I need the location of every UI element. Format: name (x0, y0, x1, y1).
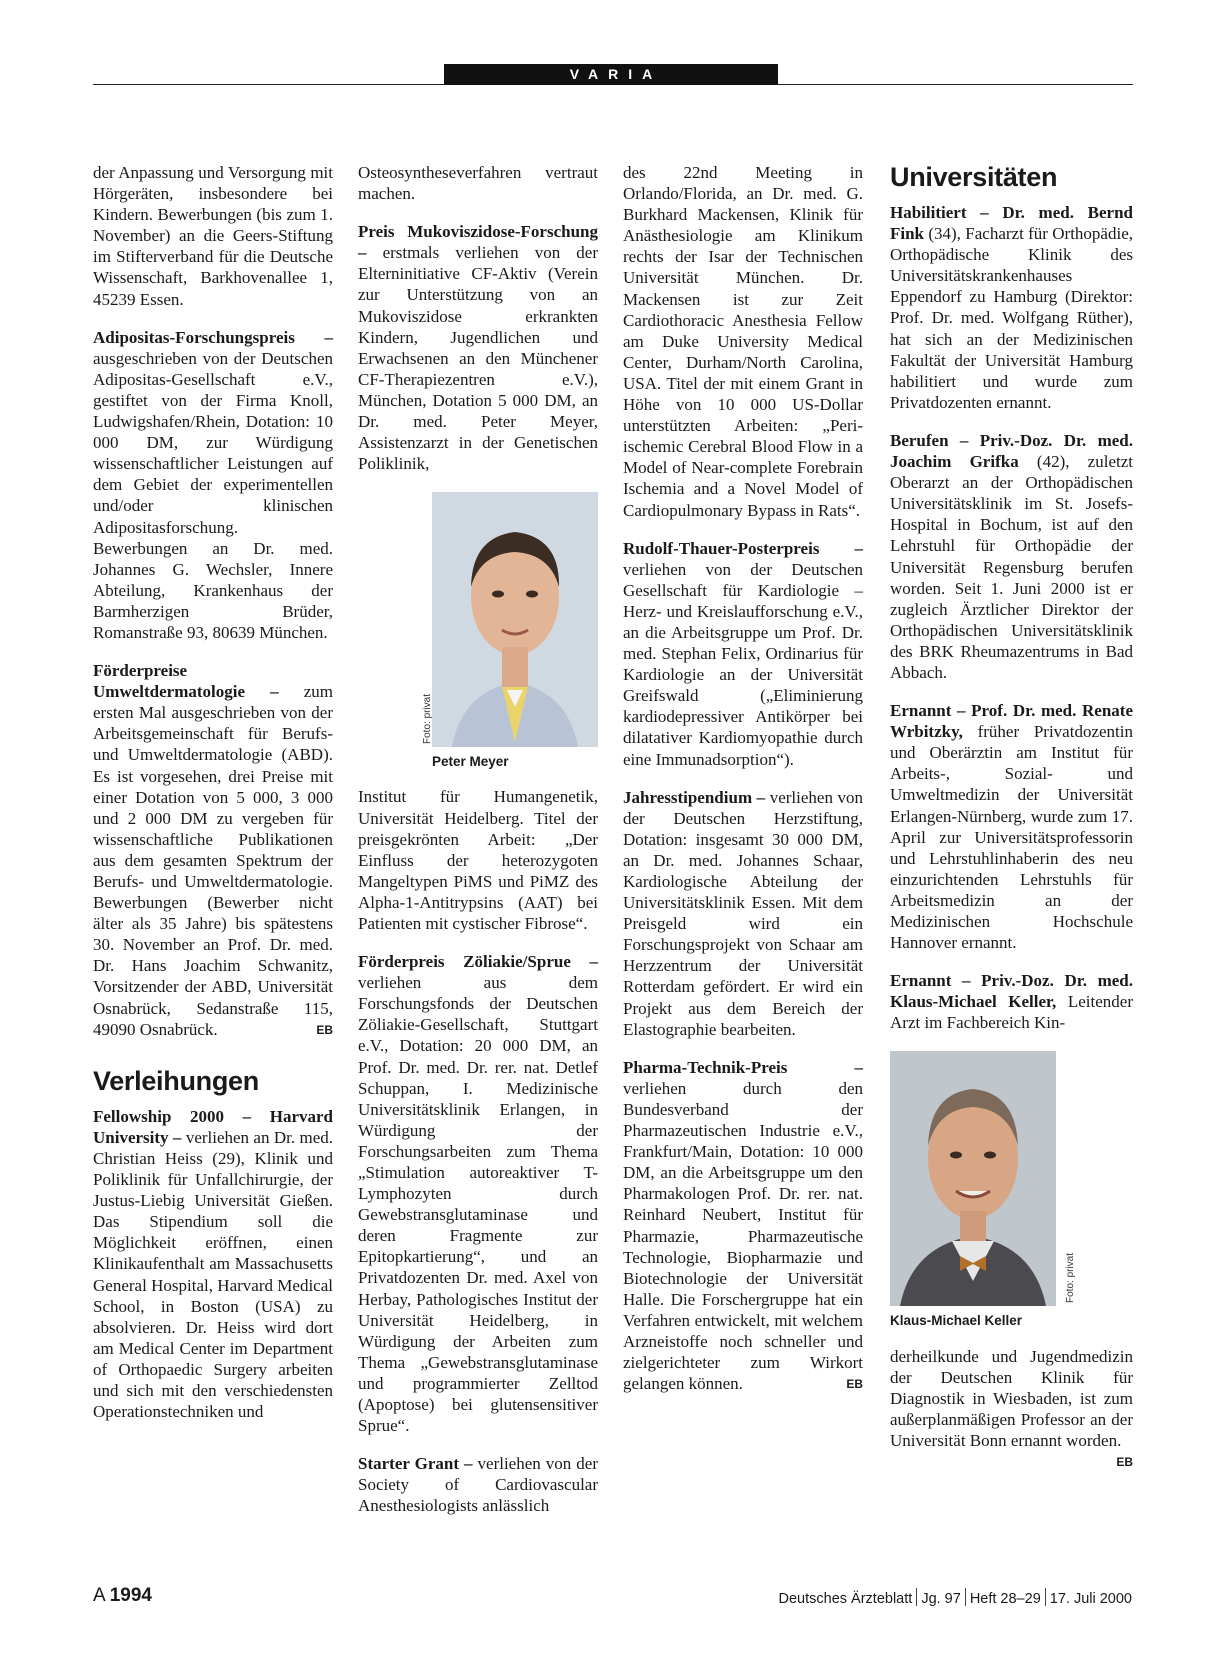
paragraph-lead: Pharma-Technik-Preis – (623, 1057, 863, 1077)
section-label: VARIA (444, 64, 778, 85)
paragraph-lead: Förderpreis Zöliakie/Sprue – (358, 952, 598, 972)
journal-issue: Heft 28–29 (969, 1591, 1041, 1607)
paragraph: der Anpassung und Versorgung mit Hörgeräten, insbesondere bei Kindern. Bewerbungen (bis zum 1. November) an die Geers-Stiftung im Stifterverband für die Deutsche Wissenschaft, Barkhovenallee 1, 45239 Essen. (93, 163, 333, 309)
photo-caption: Klaus-Michael Keller (890, 1313, 1023, 1329)
portrait-photo (890, 1051, 1056, 1306)
page-number: A 1994 (93, 1585, 152, 1606)
paragraph-lead: Jahresstipendium – (623, 787, 766, 807)
journal-citation (779, 1588, 1132, 1607)
paragraph-lead: Rudolf-Thauer-Posterpreis – (623, 538, 863, 558)
photo-klaus-michael-keller (890, 1051, 1076, 1331)
paragraph-lead: Starter Grant – (358, 1454, 473, 1474)
photo-caption: Peter Meyer (432, 754, 509, 770)
paragraph: Berufen – Priv.-Doz. Dr. med. Joachim Grifka (42), zuletzt Oberarzt an der Orthopädischen Universitätsklinik im St. Josefs-Hospital in Bochum, ist auf den Lehrstuhl für Orthopädie der Universität Regensburg berufen worden. Seit 1. Juni 2000 ist er zugleich Ärztlicher Direktor der Orthopädischen Universitätsklinik des BRK Rheumazentrums in Bad Abbach. (890, 430, 1133, 682)
paragraph: Rudolf-Thauer-Posterpreis – verliehen von der Deutschen Gesellschaft für Kardiologie – Herz- und Kreislaufforschung e.V., an die Arbeitsgruppe um Prof. Dr. med. Stephan Felix, Ordinarius für Kardiologie an der Universität Greifswald („Eliminierung kardiodepressiver Antikörper bei dilatativer Kardiomyopathie durch eine Immunadsorption“). (623, 538, 863, 769)
paragraph: Habilitiert – Dr. med. Bernd Fink (34), Facharzt für Orthopädie, Orthopädische Klinik des Universitätskrankenhauses Eppendorf zu Hamburg (Direktor: Prof. Dr. med. Wolfgang Rüther), hat sich an der Medizinischen Fakultät der Universität Hamburg habilitiert und wurde zum Privatdozenten ernannt. (890, 203, 1133, 412)
paragraph-lead: Ernannt – Prof. Dr. med. Renate Wrbitzky, (890, 701, 1133, 742)
photo-credit: Foto: privat (422, 694, 433, 745)
column-4 (890, 162, 1133, 1469)
paragraph: Fellowship 2000 – Harvard University – verliehen an Dr. med. Christian Heiss (29), Klinik und Poliklinik für Unfallchirurgie, der Justus-Liebig Universität Gießen. Das Stipendium soll die Möglichkeit eröffnen, einen Klinikaufenthalt am Massachusetts General Hospital, Harvard Medical School, in Boston (USA) zu absolvieren. Dr. Heiss wird dort am Medical Center im Department of Orthopaedic Surgery arbeiten und sich mit den verschiedensten Operationstechniken und (93, 1106, 334, 1422)
journal-date: 17. Juli 2000 (1049, 1591, 1132, 1607)
paragraph: Institut für Humangenetik, Universität Heidelberg. Titel der preisgekrönten Arbeit: „Der Einfluss der heterozygoten Mangeltypen PiMS und PiMZ des Alpha-1-Antitrypsins (AAT) bei Patienten mit cystischer Fibrose“. (358, 787, 598, 933)
journal-volume: Jg. 97 (921, 1591, 961, 1607)
paragraph-lead: Habilitiert – Dr. med. Bernd Fink (890, 203, 1133, 244)
paragraph: Preis Mukoviszidose-Forschung – erstmals verliehen von der Elterninitiative CF-Aktiv (Verein zur Unterstützung von an Mukoviszidose erkrankten Kindern, Jugendlichen und Erwachsenen an den Münchener CF-Therapiezentren e.V.), München, Dotation 5 000 DM, an Dr. med. Peter Meyer, Assistenzarzt in der Genetischen Poliklinik, (358, 222, 598, 474)
paragraph: Förderpreis Zöliakie/Sprue – verliehen aus dem Forschungsfonds der Deutschen Zöliakie-Gesellschaft, Stuttgart e.V., Dotation: 20 000 DM, an Prof. Dr. med. Dr. rer. nat. Detlef Schuppan, I. Medizinische Universitätsklinik Erlangen, in Würdigung der Forschungsarbeiten zum Thema „Stimulation autoreaktiver T-Lymphozyten durch Gewebstransglutaminase und deren Fragmente zur Epitopkartierung“, und an Privatdozenten Dr. med. Axel von Herbay, Pathologisches Institut der Universität Heidelberg, in Würdigung der Arbeiten zum Thema „Gewebstransglutaminase und programmierter Zelltod (Apoptose) bei glutensensitiver Sprue“. (358, 952, 598, 1436)
column-1 (93, 162, 333, 1439)
paragraph: Starter Grant – verliehen von der Society of Cardiovascular Anesthesiologists anlässlich (358, 1454, 598, 1516)
paragraph-lead: Adipositas-Forschungspreis – (93, 327, 333, 347)
author-initials: EB (1116, 1455, 1133, 1470)
paragraph: Ernannt – Priv.-Doz. Dr. med. Klaus-Michael Keller, Leitender Arzt im Fachbereich Kin- (890, 971, 1133, 1033)
paragraph: Osteosyntheseverfahren vertraut machen. (358, 163, 598, 204)
paragraph-lead: Preis Mukoviszidose-Forschung – (358, 222, 598, 263)
paragraph: Jahresstipendium – verliehen von der Deutschen Herzstiftung, Dotation: insgesamt 30 000 DM, an Dr. med. Johannes Schaar, Kardiologische Abteilung der Universitätsklinik Essen. Mit dem Preisgeld wird ein Forschungsprojekt von Schaar am Herzzentrum der Universität Rotterdam gefördert. Er wird ein Projekt aus dem Bereich der Elastographie bearbeiten. (623, 787, 863, 1039)
paragraph: Ernannt – Prof. Dr. med. Renate Wrbitzky, früher Privatdozentin und Oberärztin am Institut für Arbeits-, Sozial- und Umweltmedizin der Universität Erlangen-Nürnberg, wurde zum 17. April zur Universitätsprofessorin und Lehrstuhlinhaberin des neu einzurichtenden Lehrstuhls für Arbeitsmedizin an der Medizinischen Hochschule Hannover ernannt. (890, 701, 1133, 953)
author-initials: EB (316, 1022, 333, 1037)
paragraph: Adipositas-Forschungspreis – ausgeschrieben von der Deutschen Adipositas-Gesellschaft e.V., gestiftet von der Firma Knoll, Ludwigshafen/Rhein, Dotation: 10 000 DM, zur Würdigung wissenschaftlicher Leistungen auf dem Gebiet der experimentellen und/oder klinischen Adipositasforschung. Bewerbungen an Dr. med. Johannes G. Wechsler, Innere Abteilung, Krankenhaus der Barmherzigen Brüder, Romanstraße 93, 80639 München. (93, 327, 333, 642)
paragraph-lead: Berufen – Priv.-Doz. Dr. med. Joachim Grifka (890, 430, 1133, 472)
journal-name: Deutsches Ärzteblatt (778, 1591, 913, 1607)
paragraph-lead: Ernannt – Priv.-Doz. Dr. med. Klaus-Michael Keller, (890, 971, 1133, 1012)
paragraph-lead: Förderpreise Umweltdermatologie – (93, 661, 279, 702)
paragraph: Pharma-Technik-Preis – verliehen durch den Bundesverband der Pharmazeutischen Industrie e.V., Frankfurt/Main, Dotation: 10 000 DM, an die Arbeitsgruppe um den Pharmakologen Prof. Dr. rer. nat. Reinhard Neubert, Institut für Pharmazie, Pharmazeutische Technologie, Biopharmazie und Biotechnologie der Universität Halle. Die Forschergruppe hat ein Verfahren entwickelt, mit welchem Arzneistoffe noch schneller und zielgerichteter zum Wirkort gelangen können. EB (623, 1057, 863, 1394)
section-heading: Universitäten (890, 162, 1058, 192)
column-3 (623, 162, 863, 1394)
column-2 (358, 162, 598, 1534)
photo-credit: Foto: privat (1065, 1253, 1076, 1304)
paragraph: des 22nd Meeting in Orlando/Florida, an Dr. med. G. Burkhard Mackensen, Klinik für Anästhesiologie am Klinikum rechts der Isar der Technischen Universität München. Dr. Mackensen ist zur Zeit Cardiothoracic Anesthesia Fellow am Duke University Medical Center, Durham/North Carolina, USA. Titel der mit einem Grant in Höhe von 10 000 US-Dollar unterstützten Arbeiten: „Peri-ischemic Cerebral Blood Flow in a Model of Near-complete Forebrain Ischemia and a Novel Model of Cardiopulmonary Bypass in Rats“. (623, 163, 863, 520)
photo-peter-meyer (422, 492, 598, 772)
paragraph: derheilkunde und Jugendmedizin der Deutschen Klinik für Diagnostik in Wiesbaden, ist zum außerplanmäßigen Professor an der Universität Bonn ernannt worden. EB (890, 1346, 1133, 1470)
paragraph-lead: Fellowship 2000 – Harvard University – (93, 1106, 333, 1147)
paragraph: Förderpreise Umweltdermatologie – zum ersten Mal ausgeschrieben von der Arbeitsgemeinschaft für Berufs- und Umweltdermatologie (ABD). Es ist vorgesehen, drei Preise mit einer Dotation von 5 000, 3 000 und 2 000 DM zu vergeben für wissenschaftliche Publikationen aus dem gesamten Spektrum der Berufs- und Umweltdermatologie. Bewerbungen (Bewerber nicht älter als 35 Jahre) bis spätestens 30. November an Prof. Dr. med. Dr. Hans Joachim Schwanitz, Vorsitzender der ABD, Universität Osnabrück, Sedanstraße 115, 49090 Osnabrück. EB (93, 661, 333, 1039)
portrait-photo (432, 492, 598, 747)
author-initials: EB (846, 1377, 863, 1392)
section-heading: Verleihungen (93, 1065, 259, 1096)
